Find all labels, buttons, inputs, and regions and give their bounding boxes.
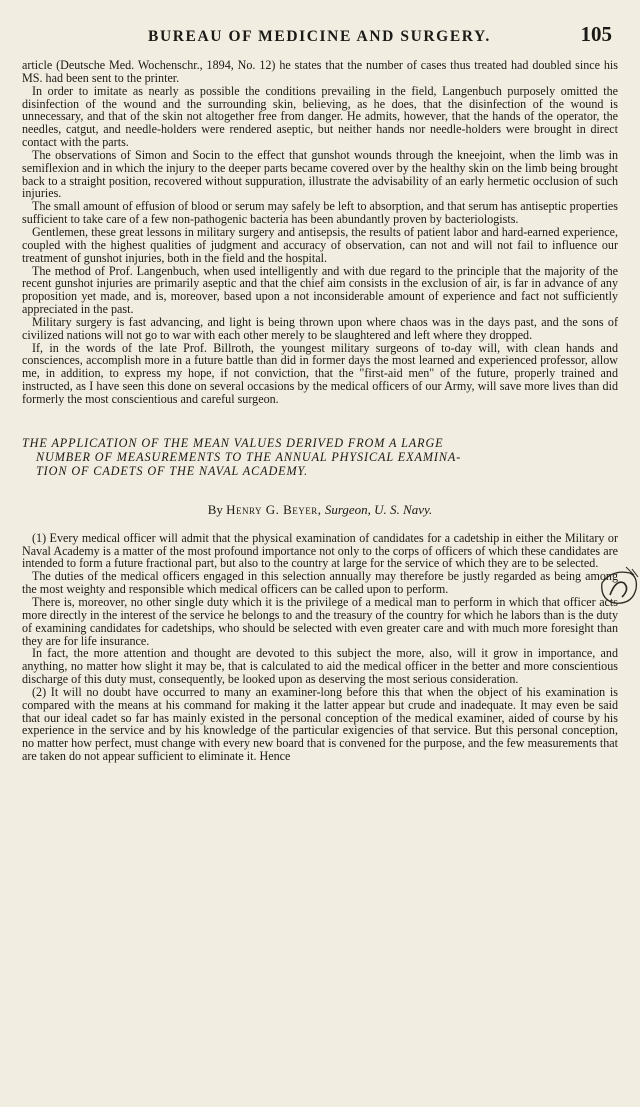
article-text [22, 532, 618, 763]
page-number: 105 [580, 22, 612, 46]
running-head [148, 22, 612, 47]
paragraph: (1) Every medical officer will admit that the physical examination of candidates for a cadetship in either the Military or Naval Academy is a matter of the most profound importance not only to the corps of officers of which these candidates are intended to form a future fractional part, but also to the country at large for the service of which they are to be selected. [22, 530, 618, 571]
article-title-line: THE APPLICATION OF THE MEAN VALUES DERIVED FROM A LARGE [22, 435, 444, 450]
author-role: Surgeon, U. S. Navy. [324, 501, 433, 517]
previous-article-text [22, 59, 618, 406]
paragraph: In fact, the more attention and thought are devoted to this subject the more, also, will it grow in importance, and anything, no matter how slight it may be, that is calculated to aid the medical officer in the better and more conscientious discharge of this duty must, consequently, be looked upon as deserving the most serious consideration. [22, 646, 618, 687]
paragraph: Military surgery is fast advancing, and light is being thrown upon where chaos was in the days past, and the sons of civilized nations will not go to war with each other merely to be slaughtered and left where they dropped. [22, 314, 618, 342]
author-name: Henry G. Beyer, [226, 501, 322, 517]
paragraph: The duties of the medical officers engaged in this selection annually may therefore be justly regarded as being among the most weighty and responsible which medical officers can be called upon to perform. [22, 569, 618, 597]
article-title [22, 436, 618, 478]
byline [22, 502, 618, 518]
paragraph: (2) It will no doubt have occurred to many an examiner-long before this that when the object of his examination is compared with the means at his command for making it the latter appear but crude and inadequate. It may even be said that our ideal cadet so far has mainly existed in the personal conception of the medical examiner, aided of course by his experience in the service and by his knowledge of the particular exigencies of that service. But this personal conception, no matter how perfect, must change with every new board that is convened for the purpose, and the few measurements that are taken do not appear sufficient to eliminate it. Hence [22, 684, 618, 764]
article-title-line: TION OF CADETS OF THE NAVAL ACADEMY. [36, 463, 309, 478]
paragraph: Gentlemen, these great lessons in military surgery and antisepsis, the results of patient labor and hard-earned experience, coupled with the highest qualities of judgment and accuracy of observation, can not and will not fail to influence our treatment of gunshot injuries, both in the field and the hospital. [22, 224, 618, 265]
paragraph: article (Deutsche Med. Wochenschr., 1894, No. 12) he states that the number of cases thus treated had doubled since his MS. had been sent to the printer. [22, 58, 618, 85]
library-stamp-icon [596, 565, 640, 609]
paragraph: The small amount of effusion of blood or serum may safely be left to absorption, and that serum has antiseptic properties sufficient to take care of a few non-pathogenic bacteria has been abundantly proven by bacteriologists. [22, 199, 618, 227]
byline-by: By [207, 501, 223, 517]
paragraph: There is, moreover, no other single duty which it is the privilege of a medical man to perform in which that officer acts more directly in the interest of the service he belongs to and the treasury of the country for which he labors than is the duty of examining candidates for cadetships, who should be selected with even greater care and with much more foresight than they are for life insurance. [22, 595, 618, 648]
paragraph: In order to imitate as nearly as possible the conditions prevailing in the field, Langenbuch purposely omitted the disinfection of the wound and the surrounding skin, believing, as he does, that the disinfection of the wound is unnecessary, and that of the skin not altogether free from danger. He admits, however, that the hands of the operator, the needles, catgut, and needle-holders were rendered aseptic, but neither hands nor needle-holders were brought in direct contact with the parts. [22, 83, 618, 150]
paragraph: If, in the words of the late Prof. Billroth, the youngest military surgeons of to-day will, with clean hands and consciences, accomplish more in a future battle than did in former days the most learned and experienced professor, allow me, in addition, to express my hope, if not conviction, that the "first-aid men" of the future, properly trained and instructed, as I have seen this done on several occasions by the medical officers of our Army, will save more lives than did formerly the most conscientious and careful surgeon. [22, 340, 618, 406]
running-title: BUREAU OF MEDICINE AND SURGERY. [148, 28, 491, 45]
paragraph: The method of Prof. Langenbuch, when used intelligently and with due regard to the principle that the majority of the recent gunshot injuries are primarily aseptic and that the chief aim consists in the exclusion of air, is far in advance of any proposition yet made, and is, moreover, based upon a not inconsiderable amount of experience and fact not sufficiently appreciated in the past. [22, 263, 618, 317]
article-title-line: NUMBER OF MEASUREMENTS TO THE ANNUAL PHYSICAL EXAMINA- [36, 449, 462, 464]
paragraph: The observations of Simon and Socin to the effect that gunshot wounds through the kneejoint, when the limb was in semiflexion and in which the injury to the deeper parts became covered over by the healthy skin on the limb being brought back to a straight position, recovered without suppuration, illustrate the advisability of an early hermetic occlusion of such injuries. [22, 147, 618, 201]
